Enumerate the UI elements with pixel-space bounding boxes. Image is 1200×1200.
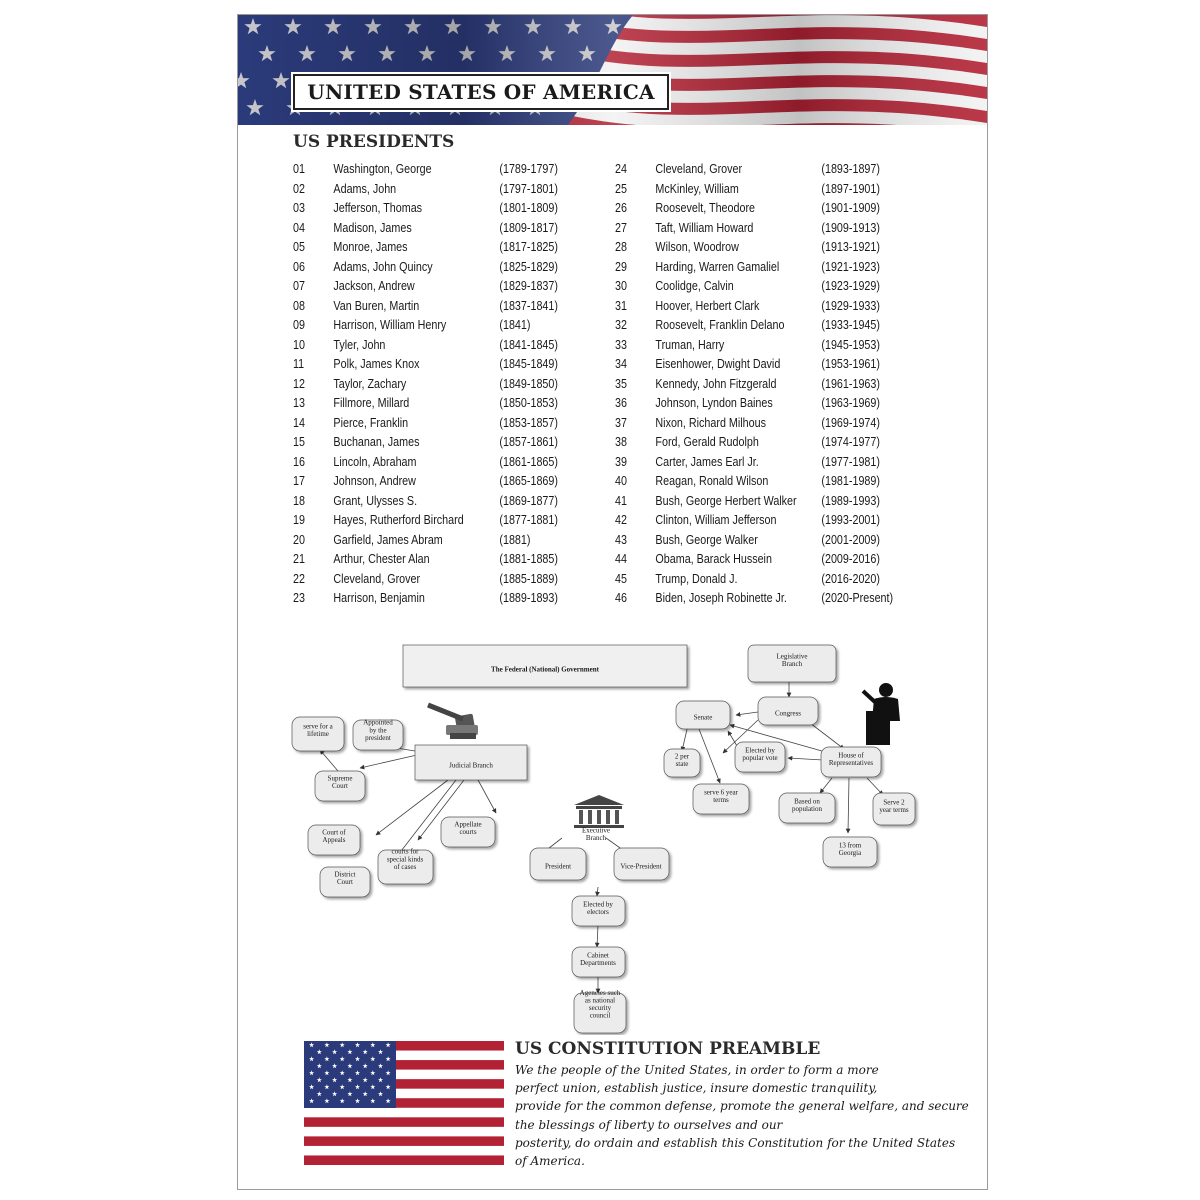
president-number: 35 <box>615 376 627 391</box>
president-name: McKinley, William <box>655 181 739 196</box>
president-name: Hayes, Rutherford Birchard <box>333 513 464 527</box>
president-number: 29 <box>615 259 627 274</box>
president-row <box>293 434 585 454</box>
president-number: 09 <box>293 318 305 332</box>
president-years: (1945-1953) <box>821 337 880 352</box>
population-node: Based on population <box>792 797 822 814</box>
president-row <box>293 415 585 435</box>
two-year-terms-node: Serve 2 year terms <box>879 798 909 815</box>
president-number: 21 <box>293 552 305 566</box>
agencies-node: Agencies such as national security council <box>579 988 621 1020</box>
president-years: (2020-Present) <box>821 591 894 605</box>
district-court-node: District Court <box>334 870 356 887</box>
president-years: (1849-1850) <box>499 376 558 391</box>
preamble-line: posterity, do ordain and establish this Constitution for the United States <box>515 1135 956 1150</box>
president-years: (1861-1865) <box>499 454 558 469</box>
president-name: Ford, Gerald Rudolph <box>655 435 759 449</box>
podium-speaker-icon <box>863 683 900 745</box>
president-row <box>293 298 585 318</box>
president-name: Trump, Donald J. <box>655 571 738 586</box>
president-years: (1913-1921) <box>821 240 880 254</box>
president-number: 41 <box>615 493 627 508</box>
gavel-icon <box>428 705 478 739</box>
president-number: 10 <box>293 337 305 352</box>
president-years: (1923-1929) <box>821 279 880 293</box>
president-row <box>615 317 907 337</box>
executive-branch-label: Executive Branch <box>582 826 610 843</box>
president-row <box>615 259 907 279</box>
president-row <box>615 551 907 571</box>
president-years: (1837-1841) <box>499 298 558 313</box>
president-name: Washington, George <box>333 162 432 176</box>
president-row <box>615 356 907 376</box>
president-row <box>615 239 907 259</box>
preamble-title: US CONSTITUTION PREAMBLE <box>515 1039 821 1059</box>
president-name: Obama, Barack Hussein <box>655 552 772 566</box>
cabinet-node: Cabinet Departments <box>580 951 616 968</box>
president-number: 31 <box>615 298 627 313</box>
president-name: Polk, James Knox <box>333 357 420 371</box>
president-years: (1857-1861) <box>499 435 558 449</box>
president-years: (1877-1881) <box>499 513 558 527</box>
president-number: 37 <box>615 415 627 430</box>
president-row <box>293 376 585 396</box>
president-name: Carter, James Earl Jr. <box>655 454 759 469</box>
president-number: 38 <box>615 435 627 449</box>
president-years: (1789-1797) <box>499 162 558 176</box>
president-number: 33 <box>615 337 627 352</box>
president-row <box>615 512 907 532</box>
president-name: Taylor, Zachary <box>333 376 407 391</box>
president-row <box>293 181 585 201</box>
president-number: 25 <box>615 181 627 196</box>
popular-vote-node: Elected by popular vote <box>742 746 778 763</box>
senate-node: Senate <box>693 713 713 722</box>
president-number: 12 <box>293 376 305 391</box>
president-number: 42 <box>615 513 627 527</box>
president-number: 14 <box>293 415 305 430</box>
president-name: Harrison, William Henry <box>333 318 447 332</box>
president-years: (1974-1977) <box>821 435 880 449</box>
president-row <box>615 376 907 396</box>
federal-government-box: The Federal (National) Government <box>491 665 599 674</box>
president-years: (2016-2020) <box>821 571 880 586</box>
poster <box>237 14 988 1190</box>
president-row <box>293 259 585 279</box>
president-name: Bush, George Herbert Walker <box>655 493 797 508</box>
president-number: 44 <box>615 552 627 566</box>
president-years: (1989-1993) <box>821 493 880 508</box>
special-courts-node: courts for special kinds of cases <box>386 847 424 871</box>
president-years: (1961-1963) <box>821 376 880 391</box>
banner-title: UNITED STATES OF AMERICA <box>293 74 669 110</box>
president-row <box>293 220 585 240</box>
president-number: 15 <box>293 435 305 449</box>
president-name: Eisenhower, Dwight David <box>655 357 781 371</box>
president-row <box>293 590 585 610</box>
president-years: (1869-1877) <box>499 493 558 508</box>
georgia-node: 13 from Georgia <box>838 841 862 858</box>
president-row <box>615 220 907 240</box>
president-number: 27 <box>615 220 627 235</box>
president-name: Van Buren, Martin <box>333 298 420 313</box>
us-flag-icon <box>304 1041 504 1165</box>
president-years: (1841) <box>499 318 531 332</box>
president-number: 18 <box>293 493 305 508</box>
president-number: 43 <box>615 532 627 547</box>
president-name: Pierce, Franklin <box>333 415 409 430</box>
president-years: (2009-2016) <box>821 552 880 566</box>
preamble-line: of America. <box>515 1154 585 1169</box>
president-name: Harrison, Benjamin <box>333 591 425 605</box>
president-number: 08 <box>293 298 305 313</box>
president-number: 01 <box>293 162 305 176</box>
presidents-column-left <box>293 161 633 610</box>
president-number: 30 <box>615 279 627 293</box>
president-name: Johnson, Lyndon Baines <box>655 396 773 410</box>
president-name: Nixon, Richard Milhous <box>655 415 766 430</box>
president-row <box>293 239 585 259</box>
president-name: Harding, Warren Gamaliel <box>655 259 780 274</box>
government-diagram <box>278 625 958 1035</box>
president-name: Adams, John Quincy <box>333 259 433 274</box>
president-number: 34 <box>615 357 627 371</box>
president-row <box>615 590 907 610</box>
president-row <box>615 181 907 201</box>
president-name: Taft, William Howard <box>655 220 754 235</box>
appointed-node: Appointed by the president <box>363 718 393 742</box>
president-years: (1893-1897) <box>821 162 880 176</box>
two-per-state-node: 2 per state <box>674 752 690 769</box>
presidents-column-right <box>615 161 955 610</box>
president-name: Biden, Joseph Robinette Jr. <box>655 591 787 605</box>
president-row <box>293 551 585 571</box>
president-row <box>293 532 585 552</box>
president-node: President <box>544 862 572 871</box>
president-years: (1901-1909) <box>821 201 880 215</box>
president-row <box>293 571 585 591</box>
president-name: Garfield, James Abram <box>333 532 443 547</box>
president-row <box>293 161 585 181</box>
president-row <box>615 278 907 298</box>
president-name: Madison, James <box>333 220 412 235</box>
president-name: Lincoln, Abraham <box>333 454 417 469</box>
president-number: 36 <box>615 396 627 410</box>
president-row <box>615 454 907 474</box>
president-number: 24 <box>615 162 627 176</box>
president-years: (1817-1825) <box>499 240 558 254</box>
president-row <box>293 278 585 298</box>
preamble-line: the blessings of liberty to ourselves and our <box>515 1117 783 1132</box>
president-name: Hoover, Herbert Clark <box>655 298 760 313</box>
president-number: 05 <box>293 240 305 254</box>
president-years: (1850-1853) <box>499 396 558 410</box>
president-row <box>615 200 907 220</box>
president-number: 13 <box>293 396 305 410</box>
president-row <box>615 571 907 591</box>
legislative-branch-box: Legislative Branch <box>776 652 808 669</box>
president-name: Clinton, William Jefferson <box>655 513 777 527</box>
president-years: (1845-1849) <box>499 357 558 371</box>
president-name: Adams, John <box>333 181 397 196</box>
president-row <box>293 512 585 532</box>
president-name: Bush, George Walker <box>655 532 758 547</box>
president-years: (1841-1845) <box>499 337 558 352</box>
president-years: (1853-1857) <box>499 415 558 430</box>
president-years: (1933-1945) <box>821 318 880 332</box>
president-row <box>293 473 585 493</box>
president-name: Roosevelt, Franklin Delano <box>655 318 785 332</box>
president-row <box>615 395 907 415</box>
president-number: 11 <box>293 357 305 371</box>
president-years: (1885-1889) <box>499 571 558 586</box>
president-number: 03 <box>293 201 305 215</box>
president-number: 20 <box>293 532 305 547</box>
president-number: 28 <box>615 240 627 254</box>
president-number: 02 <box>293 181 305 196</box>
president-number: 06 <box>293 259 305 274</box>
president-number: 19 <box>293 513 305 527</box>
preamble-text <box>515 1061 969 1170</box>
house-node: House of Representatives <box>828 751 874 768</box>
court-of-appeals-node: Court of Appeals <box>322 828 346 845</box>
president-number: 04 <box>293 220 305 235</box>
president-row <box>293 337 585 357</box>
appellate-courts-node: Appellate courts <box>454 820 482 837</box>
president-row <box>615 298 907 318</box>
president-years: (1881-1885) <box>499 552 558 566</box>
flag-banner <box>238 15 987 125</box>
president-row <box>615 532 907 552</box>
president-row <box>615 473 907 493</box>
president-name: Kennedy, John Fitzgerald <box>655 376 777 391</box>
president-row <box>293 317 585 337</box>
president-row <box>293 200 585 220</box>
courthouse-icon <box>574 795 624 828</box>
president-years: (1801-1809) <box>499 201 558 215</box>
president-number: 46 <box>615 591 627 605</box>
president-name: Monroe, James <box>333 240 408 254</box>
president-row <box>615 415 907 435</box>
president-years: (1897-1901) <box>821 181 880 196</box>
president-years: (2001-2009) <box>821 532 880 547</box>
president-years: (1889-1893) <box>499 591 558 605</box>
preamble-line: provide for the common defense, promote the general welfare, and secure <box>515 1099 969 1114</box>
president-name: Reagan, Ronald Wilson <box>655 474 769 488</box>
president-years: (1829-1837) <box>499 279 558 293</box>
president-number: 40 <box>615 474 627 488</box>
president-row <box>293 356 585 376</box>
president-years: (1969-1974) <box>821 415 880 430</box>
president-name: Fillmore, Millard <box>333 396 410 410</box>
president-number: 16 <box>293 454 305 469</box>
president-number: 17 <box>293 474 305 488</box>
president-name: Wilson, Woodrow <box>655 240 739 254</box>
presidents-title: US PRESIDENTS <box>293 132 455 152</box>
president-name: Cleveland, Grover <box>333 571 421 586</box>
elected-by-electors-node: Elected by electors <box>583 900 613 917</box>
president-name: Tyler, John <box>333 337 386 352</box>
congress-node: Congress <box>774 709 802 718</box>
president-number: 22 <box>293 571 305 586</box>
president-years: (1953-1961) <box>821 357 880 371</box>
president-row <box>293 493 585 513</box>
president-number: 45 <box>615 571 627 586</box>
president-years: (1881) <box>499 532 531 547</box>
president-name: Truman, Harry <box>655 337 725 352</box>
president-row <box>615 493 907 513</box>
president-years: (1993-2001) <box>821 513 880 527</box>
president-name: Arthur, Chester Alan <box>333 552 430 566</box>
president-name: Coolidge, Calvin <box>655 279 734 293</box>
six-year-terms-node: serve 6 year terms <box>704 788 738 805</box>
president-number: 32 <box>615 318 627 332</box>
president-name: Buchanan, James <box>333 435 420 449</box>
president-name: Cleveland, Grover <box>655 162 743 176</box>
president-name: Roosevelt, Theodore <box>655 201 756 215</box>
president-number: 26 <box>615 201 627 215</box>
president-row <box>293 395 585 415</box>
president-row <box>615 434 907 454</box>
vice-president-node: Vice-President <box>620 862 662 871</box>
preamble-line: We the people of the United States, in order to form a more <box>515 1063 879 1077</box>
supreme-court-node: Supreme Court <box>327 774 353 791</box>
president-years: (1981-1989) <box>821 474 880 488</box>
president-number: 07 <box>293 279 305 293</box>
president-name: Grant, Ulysses S. <box>333 493 418 508</box>
president-number: 23 <box>293 591 305 605</box>
president-years: (1977-1981) <box>821 454 880 469</box>
president-years: (1865-1869) <box>499 474 558 488</box>
president-years: (1921-1923) <box>821 259 880 274</box>
serve-lifetime-node: serve for a lifetime <box>303 722 333 739</box>
president-name: Jackson, Andrew <box>333 279 415 293</box>
president-number: 39 <box>615 454 627 469</box>
president-row <box>615 161 907 181</box>
president-row <box>293 454 585 474</box>
preamble-line: perfect union, establish justice, insure domestic tranquility, <box>515 1081 878 1096</box>
president-years: (1963-1969) <box>821 396 880 410</box>
president-years: (1929-1933) <box>821 298 880 313</box>
judicial-branch-box: Judicial Branch <box>449 761 493 770</box>
president-years: (1797-1801) <box>499 181 558 196</box>
president-name: Jefferson, Thomas <box>333 201 423 215</box>
president-name: Johnson, Andrew <box>333 474 416 488</box>
president-years: (1825-1829) <box>499 259 558 274</box>
president-years: (1809-1817) <box>499 220 558 235</box>
president-years: (1909-1913) <box>821 220 880 235</box>
president-row <box>615 337 907 357</box>
